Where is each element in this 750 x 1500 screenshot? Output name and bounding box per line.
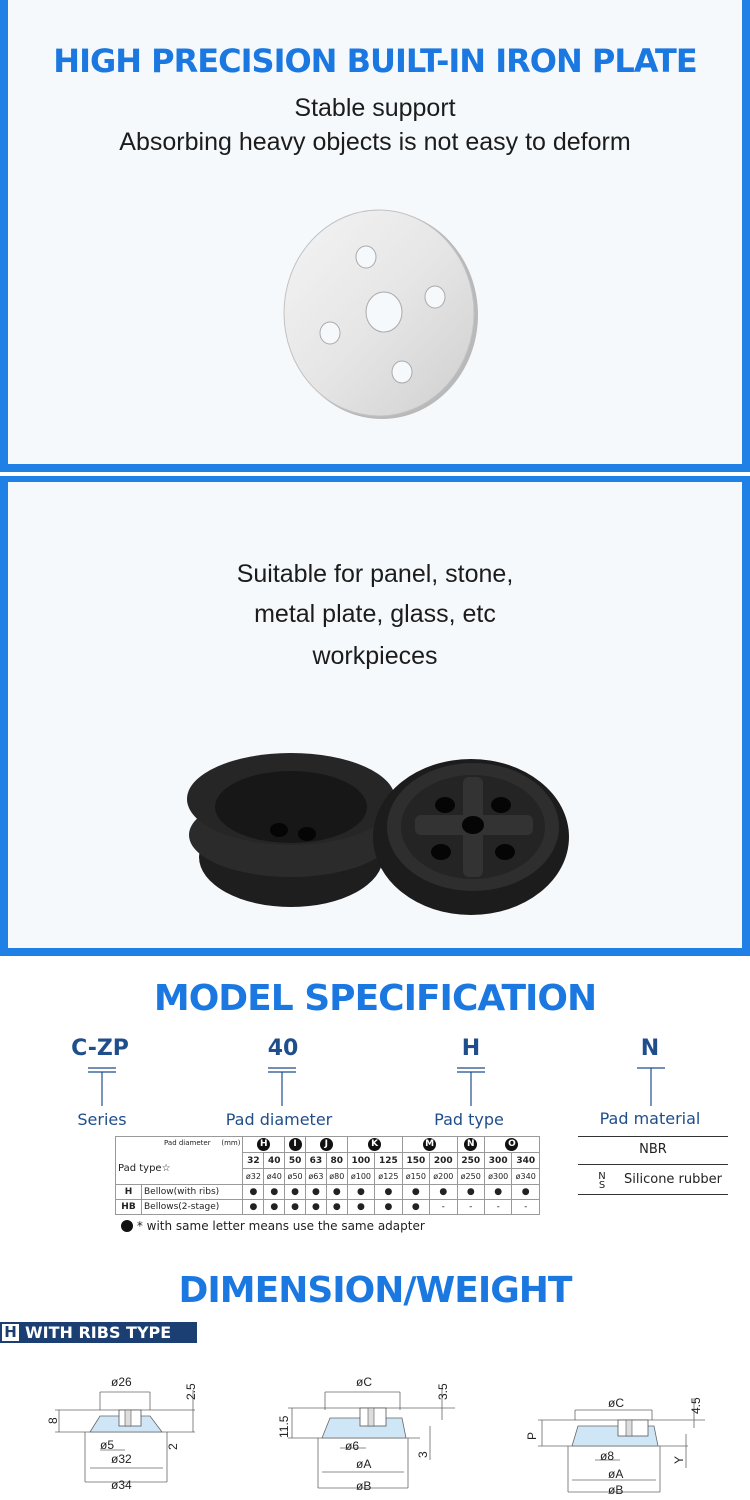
with-ribs-type-badge: [0, 1322, 197, 1343]
drawing3-right-bottom-dim: Y: [672, 1455, 686, 1464]
type-cell: ●: [285, 1185, 306, 1200]
adapter-letter-cell: [457, 1137, 484, 1153]
adapter-letter: H: [257, 1138, 270, 1151]
adapter-cell: ø200: [430, 1169, 457, 1185]
type-cell: ●: [347, 1200, 374, 1215]
drawing1-right-top-dim: 2.5: [184, 1383, 198, 1400]
material-row-silicone: [578, 1172, 728, 1195]
adapter-letter-cell: [402, 1137, 457, 1153]
adapter-letter-cell: [243, 1137, 285, 1153]
type-cell: ●: [484, 1185, 511, 1200]
pad-type-code-group: [431, 1036, 511, 1061]
material-silicone-name: Silicone rubber: [624, 1172, 722, 1187]
adapter-cell: ø80: [326, 1169, 347, 1185]
diameter-cell: 150: [402, 1153, 429, 1169]
adapter-cell: ø32: [243, 1169, 264, 1185]
pad-material-code-group: [610, 1036, 690, 1061]
drawing3-inner-dim: ø8: [600, 1449, 615, 1463]
diameter-cell: 80: [326, 1153, 347, 1169]
type-row-h: [116, 1185, 540, 1200]
type-row-hb: [116, 1200, 540, 1215]
type-cell: ●: [326, 1200, 347, 1215]
type-cell: -: [512, 1200, 540, 1215]
iron-plate-panel-inner: [8, 0, 742, 464]
pad-diameter-code-group: [243, 1036, 323, 1061]
adapter-cell: ø340: [512, 1169, 540, 1185]
series-code-group: [60, 1036, 140, 1061]
adapter-cell: ø250: [457, 1169, 484, 1185]
type-cell: ●: [306, 1185, 327, 1200]
adapter-letter: K: [368, 1138, 381, 1151]
corner-pad-diameter: Pad diameter: [164, 1139, 211, 1147]
material-row-nbr: [578, 1142, 728, 1165]
diameter-cell: 300: [484, 1153, 511, 1169]
adapter-note-text: * with same letter means use the same adapter: [136, 1219, 425, 1233]
adapter-letter: I: [289, 1138, 302, 1151]
drawing1-top-dim: ø26: [111, 1375, 132, 1389]
type-cell: ●: [264, 1185, 285, 1200]
diameter-cell: 50: [285, 1153, 306, 1169]
material-nbr-name: NBR: [639, 1142, 667, 1157]
adapter-cell: ø40: [264, 1169, 285, 1185]
diameter-cell: 63: [306, 1153, 327, 1169]
type-code: H: [116, 1185, 142, 1200]
ribs-badge-letter: H: [2, 1324, 19, 1341]
adapter-cell: ø100: [347, 1169, 374, 1185]
drawing1-inner-dim: ø5: [100, 1438, 115, 1452]
type-cell: ●: [402, 1185, 429, 1200]
adapter-cell: ø63: [306, 1169, 327, 1185]
pad-type-code: H: [461, 1036, 481, 1061]
adapter-letter: O: [505, 1138, 518, 1151]
series-label: Series: [77, 1110, 127, 1129]
dimension-drawing-1: [45, 1370, 215, 1495]
drawing2-right-bottom-dim: 3: [416, 1451, 430, 1458]
suction-cup-image: [183, 737, 583, 917]
adapter-letter-cell: [285, 1137, 306, 1153]
iron-plate-title: HIGH PRECISION BUILT-IN IRON PLATE: [53, 42, 697, 80]
model-spec-title: MODEL SPECIFICATION: [153, 978, 597, 1019]
drawing2-top-dim: øC: [356, 1375, 372, 1389]
drawing2-mid-dim: øA: [356, 1457, 372, 1471]
type-cell: -: [457, 1200, 484, 1215]
pad-material-code: N: [640, 1036, 660, 1061]
workpieces-line-1: Suitable for panel, stone,: [236, 560, 514, 588]
diameter-cell: 250: [457, 1153, 484, 1169]
adapter-letter: M: [423, 1138, 436, 1151]
workpieces-line-2: metal plate, glass, etc: [254, 600, 496, 628]
type-cell: ●: [285, 1200, 306, 1215]
adapter-letter: J: [320, 1138, 333, 1151]
corner-unit: (mm): [221, 1139, 241, 1147]
diameter-cell: 340: [512, 1153, 540, 1169]
workpieces-line-3: workpieces: [312, 642, 438, 670]
drawing1-bottom-dim: ø34: [111, 1478, 132, 1492]
drawing1-left-dim: 8: [46, 1417, 60, 1424]
type-cell: ●: [512, 1185, 540, 1200]
type-cell: ●: [243, 1200, 264, 1215]
drawing1-mid-dim: ø32: [111, 1452, 132, 1466]
type-name: Bellow(with ribs): [142, 1185, 243, 1200]
adapter-cell: ø50: [285, 1169, 306, 1185]
type-cell: ●: [306, 1200, 327, 1215]
type-cell: ●: [264, 1200, 285, 1215]
ribs-badge-text: WITH RIBS TYPE: [25, 1323, 172, 1342]
type-cell: ●: [347, 1185, 374, 1200]
drawing2-left-dim: 11.5: [277, 1415, 291, 1438]
pad-diameter-label: Pad diameter: [225, 1110, 333, 1129]
diameter-cell: 40: [264, 1153, 285, 1169]
workpieces-panel-inner: [8, 482, 742, 948]
type-cell: ●: [402, 1200, 429, 1215]
type-cell: ●: [243, 1185, 264, 1200]
iron-plate-image: [270, 205, 490, 430]
dimension-drawing-3: [520, 1388, 710, 1496]
adapter-cell: ø300: [484, 1169, 511, 1185]
pad-material-label: Pad material: [599, 1109, 701, 1128]
type-cell: -: [484, 1200, 511, 1215]
drawing3-bottom-dim: øB: [608, 1483, 624, 1496]
adapter-note: [121, 1219, 425, 1233]
diameter-cell: 125: [375, 1153, 402, 1169]
diameter-cell: 32: [243, 1153, 264, 1169]
drawing2-bottom-dim: øB: [356, 1479, 372, 1493]
iron-plate-line-2: Absorbing heavy objects is not easy to deform: [119, 128, 631, 156]
series-code: C-ZP: [71, 1036, 129, 1061]
black-dot-icon: [121, 1220, 133, 1232]
iron-plate-line-1: Stable support: [294, 94, 456, 122]
pad-diameter-code: 40: [267, 1036, 299, 1061]
drawing3-right-top-dim: 4.5: [689, 1397, 703, 1414]
adapter-letter-cell: [484, 1137, 539, 1153]
drawing3-mid-dim: øA: [608, 1467, 624, 1481]
type-code: HB: [116, 1200, 142, 1215]
adapter-letter: N: [464, 1138, 477, 1151]
dimension-drawing-2: [270, 1370, 460, 1495]
corner-pad-type: Pad type☆: [118, 1163, 171, 1174]
adapter-cell: ø150: [402, 1169, 429, 1185]
adapter-letter-cell: [306, 1137, 348, 1153]
drawing1-right-bottom-dim: 2: [166, 1443, 180, 1450]
type-cell: ●: [326, 1185, 347, 1200]
diameter-cell: 100: [347, 1153, 374, 1169]
material-table-top-rule: [578, 1136, 728, 1137]
workpieces-panel: [0, 476, 750, 956]
pad-spec-table: [115, 1136, 540, 1215]
type-cell: ●: [375, 1185, 402, 1200]
type-cell: -: [430, 1200, 457, 1215]
iron-plate-panel: [0, 0, 750, 472]
drawing3-left-dim: P: [525, 1431, 539, 1440]
adapter-letter-cell: [347, 1137, 402, 1153]
drawing3-top-dim: øC: [608, 1396, 624, 1410]
material-silicone-code: N S: [598, 1171, 606, 1191]
table-corner-cell: [116, 1137, 243, 1185]
type-cell: ●: [457, 1185, 484, 1200]
drawing2-right-top-dim: 3.5: [436, 1383, 450, 1400]
type-cell: ●: [430, 1185, 457, 1200]
adapter-cell: ø125: [375, 1169, 402, 1185]
type-name: Bellows(2-stage): [142, 1200, 243, 1215]
model-connector-lines: [0, 1064, 750, 1109]
type-cell: ●: [375, 1200, 402, 1215]
diameter-cell: 200: [430, 1153, 457, 1169]
dimension-title: DIMENSION/WEIGHT: [178, 1270, 572, 1311]
pad-type-label: Pad type: [434, 1110, 504, 1129]
drawing2-inner-dim: ø6: [345, 1439, 360, 1453]
